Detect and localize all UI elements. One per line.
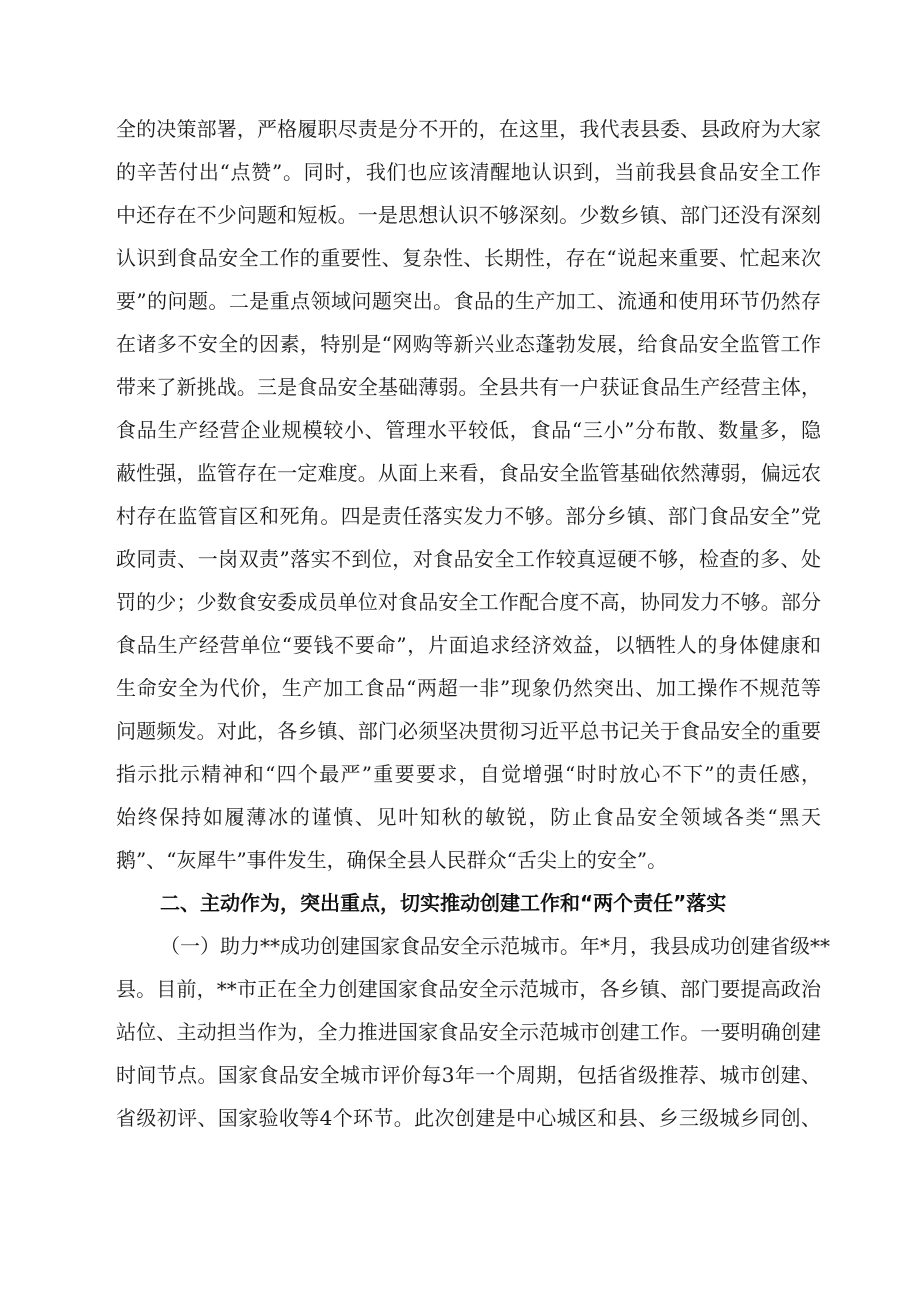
paragraph-line: 鹅”、“灰犀牛”事件发生，确保全县人民群众“舌尖上的安全”。: [116, 848, 668, 872]
paragraph-line: 食品生产经营单位“要钱不要命”，片面追求经济效益，以牺牲人的身体健康和: [116, 633, 821, 657]
paragraph-line: 问题频发。对此，各乡镇、部门必须坚决贯彻习近平总书记关于食品安全的重要: [116, 719, 821, 743]
paragraph-line: 站位、主动担当作为，全力推进国家食品安全示范城市创建工作。一要明确创建: [116, 1020, 821, 1044]
paragraph-line: （一）助力**成功创建国家食品安全示范城市。年*月，我县成功创建省级**: [160, 934, 830, 958]
paragraph-line: 认识到食品安全工作的重要性、复杂性、长期性，存在“说起来重要、忙起来次: [116, 246, 821, 270]
paragraph-line: 村存在监管盲区和死角。四是责任落实发力不够。部分乡镇、部门食品安全”党: [116, 504, 821, 528]
paragraph-line: 食品生产经营企业规模较小、管理水平较低，食品“三小”分布散、数量多，隐: [116, 418, 821, 442]
paragraph-line: 县。目前，**市正在全力创建国家食品安全示范城市，各乡镇、部门要提高政治: [116, 977, 821, 1001]
paragraph-line: 带来了新挑战。三是食品安全基础薄弱。全县共有一户获证食品生产经营主体，: [116, 375, 821, 399]
paragraph-line: 要”的问题。二是重点领域问题突出。食品的生产加工、流通和使用环节仍然存: [116, 289, 821, 313]
paragraph-line: 罚的少；少数食安委成员单位对食品安全工作配合度不高，协同发力不够。部分: [116, 590, 821, 614]
paragraph-line: 在诸多不安全的因素，特别是“网购等新兴业态蓬勃发展，给食品安全监管工作: [116, 332, 821, 356]
paragraph-line: 政同责、一岗双责”落实不到位，对食品安全工作较真逗硬不够，检查的多、处: [116, 547, 821, 571]
paragraph-line: 时间节点。国家食品安全城市评价每3年一个周期，包括省级推荐、城市创建、: [116, 1063, 821, 1087]
paragraph-line: 蔽性强，监管存在一定难度。从面上来看，食品安全监管基础依然薄弱，偏远农: [116, 461, 821, 485]
paragraph-line: 的辛苦付出“点赞”。同时，我们也应该清醒地认识到，当前我县食品安全工作: [116, 160, 821, 184]
paragraph-line: 指示批示精神和“四个最严”重要要求，自觉增强“时时放心不下”的责任感，: [116, 762, 821, 786]
section-heading: 二、主动作为，突出重点，切实推动创建工作和“两个责任”落实: [160, 891, 727, 915]
paragraph-line: 始终保持如履薄冰的谨慎、见叶知秋的敏锐，防止食品安全领域各类“黑天: [116, 805, 821, 829]
paragraph-line: 全的决策部署，严格履职尽责是分不开的，在这里，我代表县委、县政府为大家: [116, 117, 821, 141]
paragraph-line: 生命安全为代价，生产加工食品“两超一非”现象仍然突出、加工操作不规范等: [116, 676, 821, 700]
paragraph-line: 省级初评、国家验收等4个环节。此次创建是中心城区和县、乡三级城乡同创、: [116, 1106, 821, 1130]
paragraph-line: 中还存在不少问题和短板。一是思想认识不够深刻。少数乡镇、部门还没有深刻: [116, 203, 821, 227]
